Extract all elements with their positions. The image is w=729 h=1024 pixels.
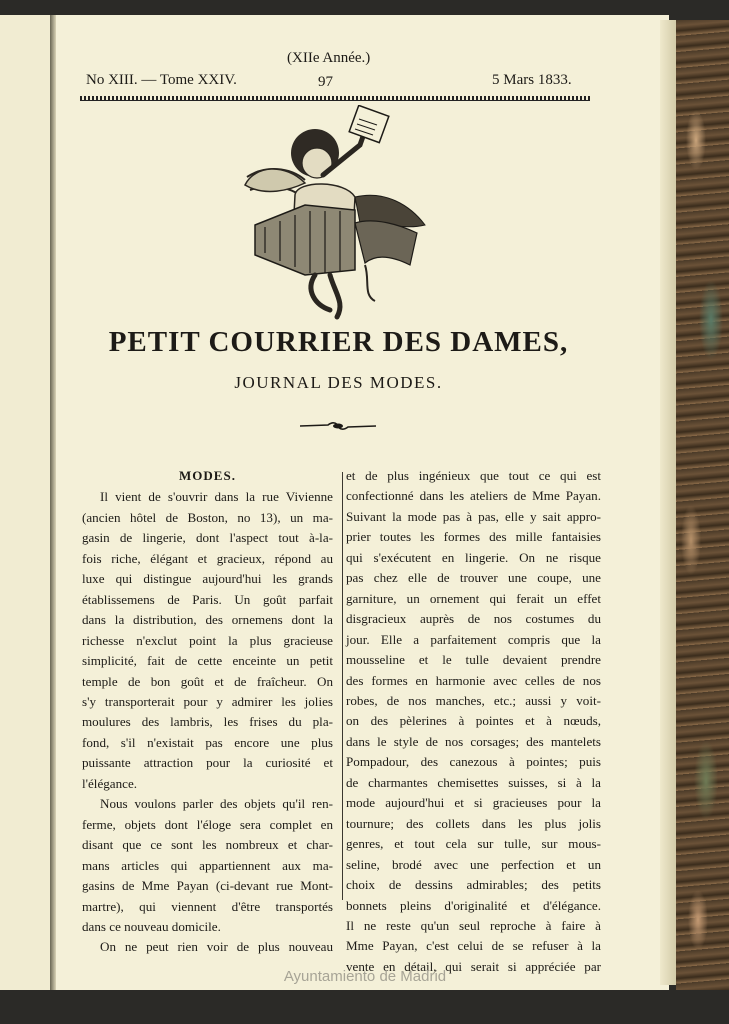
text-line: on des pèlerines à pointes et à nœuds, <box>346 713 601 729</box>
text-line: confectionné dans les ateliers de Mme Payan. <box>346 488 601 504</box>
text-line: Il ne reste qu'un seul reproche à faire à <box>346 917 601 933</box>
text-line: (ancien hôtel de Boston, no 13), un ma- <box>82 509 333 525</box>
text-line: gasin de lingerie, dont l'aspect tout à-la- <box>82 530 333 546</box>
masthead-subtitle: JOURNAL DES MODES. <box>234 373 443 392</box>
masthead-title: PETIT COURRIER DES DAMES, <box>108 326 569 358</box>
text-line: fond, s'il n'existait pas encore une plus <box>82 734 333 750</box>
text-line: martre), qui viennent d'être transportés <box>82 898 333 914</box>
text-line: seline, brodé avec une perfection et un <box>346 856 601 872</box>
page-number: 97 <box>318 74 333 90</box>
text-line: mans articles qui appartiennent aux ma- <box>82 857 333 873</box>
text-line: dans le style de nos corsages; des mantelets <box>346 733 601 749</box>
issue-date: 5 Mars 1833. <box>492 72 572 88</box>
text-line: Pompadour, des canezous à pointes; puis <box>346 754 601 770</box>
text-line: bonnets pleins d'originalité et d'élégance. <box>346 897 601 913</box>
text-line: luxe qui distingue aujourd'hui les grands <box>82 571 333 587</box>
text-line: Mme Payan, c'est celui de se refuser à la <box>346 938 601 954</box>
column-divider <box>342 472 343 900</box>
ornament-flourish-icon <box>300 421 376 431</box>
text-line: choix de dessins admirables; des petits <box>346 877 601 893</box>
text-line: de charmantes chemisettes suisses, si à la <box>346 774 601 790</box>
text-line: simplicité, fait de cette enceinte un petit <box>82 653 333 669</box>
text-line: et de plus ingénieux que tout ce qui est <box>346 468 601 483</box>
text-line: établissemens de Paris. Un goût parfait <box>82 591 333 607</box>
text-line: qui s'exécutent en lingerie. On ne risque <box>346 549 601 565</box>
text-line: mousseline et le tulle devaient prendre <box>346 652 601 668</box>
text-line: ferme, objets dont l'éloge sera complet en <box>82 816 333 832</box>
text-line: gasins de Mme Payan (ci-devant rue Mont- <box>82 878 333 894</box>
text-line: disant que ce sont les nombreux et char- <box>82 837 333 853</box>
text-line: Nous voulons parler des objets qu'il ren- <box>100 796 333 812</box>
text-line: dans la distribution, des ornemens dont la <box>82 612 333 628</box>
text-line: genres, et tout cela sur tulle, sur mous- <box>346 836 601 852</box>
text-line: vente en détail, qui serait si appréciée par <box>346 958 601 974</box>
text-line: robes, de nos manches, etc.; aussi y voit- <box>346 692 601 708</box>
text-line: s'y transporterait pour y admirer les jolies <box>82 693 333 709</box>
text-line: temple de bon goût et de fraîcheur. On <box>82 673 333 689</box>
issue-number: No XIII. — Tome XXIV. <box>86 72 237 88</box>
facing-page-edge <box>0 15 52 990</box>
text-line: puissante attraction pour la curiosité et <box>82 755 333 771</box>
text-line: jour. Elle a parfaitement compris que la <box>346 631 601 647</box>
text-line: garniture, un ornement qui ferait un effet <box>346 590 601 606</box>
text-line: Suivant la mode pas à pas, elle y sait appro- <box>346 508 601 524</box>
text-line: l'élégance. <box>82 775 138 791</box>
header-rule <box>80 96 590 100</box>
text-line: tournure; des collets dans les plus jolis <box>346 815 601 831</box>
right-column <box>346 466 601 977</box>
cherub-vignette-icon <box>235 105 430 325</box>
section-heading: MODES. <box>179 468 236 483</box>
text-line: pas chez elle de trouver une coupe, une <box>346 570 601 586</box>
text-line: dans ce nouveau domicile. <box>82 918 221 934</box>
text-line: richesse n'exclut point la plus gracieuse <box>82 632 333 648</box>
text-line: des formes en harmonie avec celles de nos <box>346 672 601 688</box>
text-line: prier toutes les formes des mille fantaisies <box>346 529 601 545</box>
left-column <box>82 466 333 958</box>
text-line: Il vient de s'ouvrir dans la rue Vivienne <box>100 489 333 505</box>
text-line: fois riche, élégant et gracieux, répond au <box>82 550 333 566</box>
text-line: mode aujourd'hui et si gracieuses pour la <box>346 795 601 811</box>
text-line: On ne peut rien voir de plus nouveau <box>100 939 333 955</box>
watermark: Ayuntamiento de Madrid <box>283 968 447 985</box>
year-label: (XIIe Année.) <box>287 50 371 66</box>
text-line: disgracieux auprès de nos costumes du <box>346 611 601 627</box>
text-line: moulures des lambris, les frises du pla- <box>82 714 333 730</box>
marbled-book-edge <box>676 20 729 990</box>
